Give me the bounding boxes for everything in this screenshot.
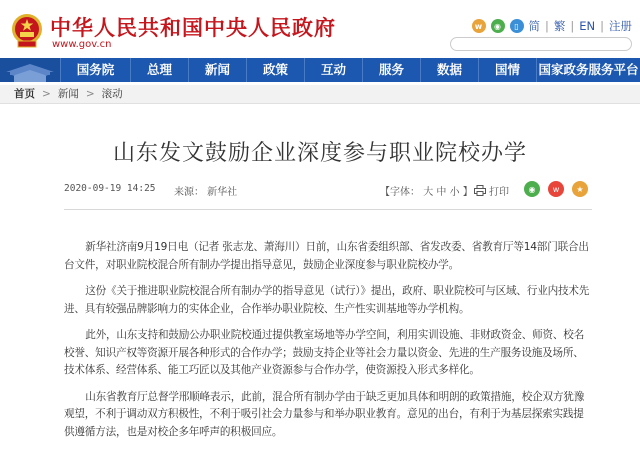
font-size-label: 【字体： [380, 187, 420, 198]
font-size-medium-button[interactable]: 中 [436, 187, 447, 198]
chevron-right-icon: > [42, 88, 51, 100]
article-meta [64, 183, 592, 199]
breadcrumb-news[interactable]: 新闻 [57, 88, 79, 100]
print-button[interactable] [474, 183, 509, 198]
separator: | [570, 19, 575, 33]
share-bar [524, 181, 588, 197]
publish-date: 2020-09-19 14:25 [64, 183, 156, 194]
separator: | [600, 19, 604, 33]
separator: | [545, 19, 549, 33]
tiananmen-skyline-icon [0, 58, 60, 82]
nav-item-news[interactable]: 新闻 [188, 58, 246, 82]
site-header [0, 0, 640, 58]
nav-item-service[interactable]: 服务 [362, 58, 420, 82]
nav-item-policy[interactable]: 政策 [246, 58, 304, 82]
article-paragraph: 新华社济南9月19日电（记者 张志龙、萧海川）日前，山东省委组织部、省发改委、省教育厅等14部门联合出台文件，对职业院校混合所有制办学提出指导意见，鼓励企业深度参与职业院校办学。 [64, 241, 589, 271]
main-nav [0, 58, 640, 82]
divider [64, 209, 592, 210]
font-size-large-button[interactable]: 大 [423, 187, 434, 198]
wechat-icon[interactable]: ◉ [491, 19, 505, 33]
article-source: 来源： 新华社 [174, 187, 238, 198]
nav-item-state-council[interactable]: 国务院 [60, 58, 130, 82]
mobile-icon[interactable]: ▯ [510, 19, 524, 33]
top-links [472, 18, 633, 34]
site-url[interactable]: www.gov.cn [52, 39, 112, 50]
search-input[interactable] [450, 37, 632, 51]
site-title[interactable]: 中华人民共和国中央人民政府 [50, 16, 336, 40]
article-paragraph: 此外，山东支持和鼓励公办职业院校通过提供教室场地等办学空间，利用实训设施、非财政资金、师资、校名校誉、知识产权等资源开展各种形式的合作办学；鼓励支持企业等社会力量以资金、先进的生产服务设施及场所、技术体系、经营体系、能工巧匠以及其他产业资源参与合作办学，使资源投入形式多样化。 [64, 329, 585, 376]
qzone-share-icon[interactable]: ★ [572, 181, 588, 197]
wechat-share-icon[interactable]: ◉ [524, 181, 540, 197]
weibo-icon[interactable]: w [472, 19, 486, 33]
breadcrumb [0, 85, 640, 104]
nav-item-national-info[interactable]: 国情 [478, 58, 536, 82]
breadcrumb-home[interactable]: 首页 [14, 88, 35, 100]
nav-item-data[interactable]: 数据 [420, 58, 478, 82]
article-paragraph: 这份《关于推进职业院校混合所有制办学的指导意见（试行）》提出，政府、职业院校可与区域、行业内技术先进、具有较强品牌影响力的实体企业，合作举办职业院校、生产性实训基地等办学机构。 [64, 285, 590, 315]
font-size-control [380, 183, 473, 198]
print-label: 打印 [489, 187, 509, 198]
lang-simplified-link[interactable]: 简 [528, 19, 540, 33]
lang-english-link[interactable]: EN [579, 19, 596, 33]
national-emblem-icon[interactable] [10, 12, 44, 50]
article-body [64, 239, 592, 450]
nav-item-service-platform[interactable]: 国家政务服务平台 [536, 58, 640, 82]
printer-icon [474, 185, 486, 196]
register-link[interactable]: 注册 [609, 19, 632, 33]
article-paragraph: 山东省教育厅总督学邢顺峰表示，此前，混合所有制办学由于缺乏更加具体和明朗的政策措施，校企双方犹豫观望，不利于调动双方积极性，不利于吸引社会力量参与和举办职业教育。意见的出台，有利于为基层探索实践提供遵循方法，也是对校企多年呼声的积极回应。 [64, 390, 585, 438]
chevron-right-icon: > [85, 88, 95, 100]
font-size-small-button[interactable]: 小 [449, 187, 460, 198]
breadcrumb-rolling[interactable]: 滚动 [101, 88, 123, 100]
article-title: 山东发文鼓励企业深度参与职业院校办学 [112, 141, 527, 166]
weibo-share-icon[interactable]: w [548, 181, 564, 197]
nav-item-interaction[interactable]: 互动 [304, 58, 362, 82]
nav-item-premier[interactable]: 总理 [130, 58, 188, 82]
font-size-close-bracket: 】 [462, 187, 473, 198]
lang-traditional-link[interactable]: 繁 [553, 19, 566, 33]
